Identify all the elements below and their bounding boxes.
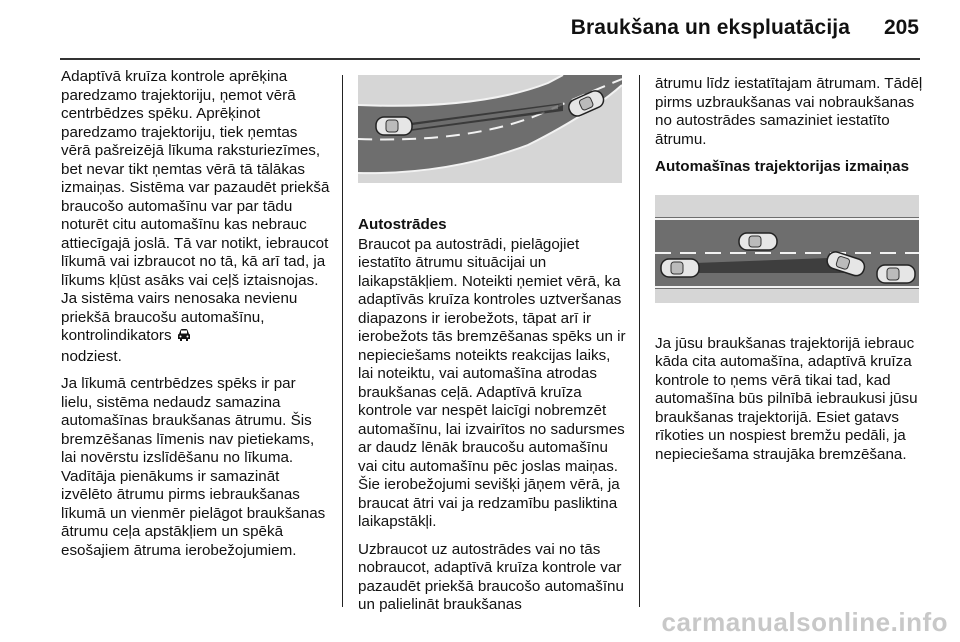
- col1-paragraph-1: [61, 68, 331, 366]
- column-2: [358, 75, 628, 624]
- column-3: [655, 75, 927, 473]
- col3-paragraph-2: Ja jūsu braukšanas trajektorijā iebrauc kāda cita automašīna, adaptīvā kruīza kontrole to ņems vērā tikai tad, kad automašīna būs pilnībā iebraukusi jūsu braukšanas trajektorijā. Esiet gatavs rīkoties un nospiest bremžu pedāli, ja nepieciešama straujāka bremzēšana.: [655, 334, 918, 463]
- section-title: Braukšana un ekspluatācija: [570, 16, 850, 39]
- column-divider-1: [342, 75, 343, 607]
- header-divider: [60, 58, 920, 60]
- column-divider-2: [639, 75, 640, 607]
- watermark: carmanualsonline.info: [661, 607, 948, 637]
- col2-heading: Autostrādes: [358, 216, 447, 233]
- curve-illustration: [358, 75, 622, 183]
- page-number: 205: [883, 16, 919, 39]
- col2-paragraph-1: Braucot pa autostrādi, pielāgojiet iestatīto ātrumu situācijai un laikapstākļiem. Noteikti ņemiet vērā, ka adaptīvās kruīza kontroles uztveršanas diapazons ir ierobežots, tāpat arī ir ierobežots tās bremzēšanas spēks un ir nepieciešams noteikts reakcijas laiks, lai noteiktu, vai automašīna atrodas braukšanas ceļā. Adaptīvā kruīza kontrole var nespēt laicīgi nobremzēt automašīnu, lai izvairītos no sadursmes ar daudz lēnāk braucošu automašīnu vai citu automašīnu pēc joslas maiņas. Šie ierobežojumi sevišķi jāņem vērā, ja braucat ātri vai ja redzamību pasliktina laikapstākļi.: [358, 235, 626, 530]
- vehicle-ahead-indicator-icon: [176, 328, 192, 348]
- col1-paragraph-1-text: Adaptīvā kruīza kontrole aprēķina paredzamo trajektoriju, ņemot vērā centrbēdzes spēku. Aprēķinot paredzamo trajektoriju, tiek ņemtas vērā pašreizējā līkuma raksturiezīmes, bet nevar tikt ņemtas vērā tā tālākas izmaiņas. Sistēma var pazaudēt priekšā braucošo automašīnu var par tādu noturēt citu automašīnu kas nebrauc attiecīgajā joslā. Tā var notikt, iebraucot līkumā vai izbraucot no tā, kā arī tad, ja līkums kļūst asāks vai ceļš iztaisnojas. Ja sistēma vairs nenosaka nevienu priekšā braucošu automašīnu, kontrolindikators: [61, 68, 330, 344]
- lane-change-illustration: [655, 195, 919, 303]
- col3-heading: Automašīnas trajektorijas izmaiņas: [655, 158, 910, 175]
- page-header: [0, 0, 960, 60]
- col1-paragraph-1-end: nodziest.: [61, 347, 122, 365]
- col1-paragraph-2: Ja līkumā centrbēdzes spēks ir par lielu, sistēma nedaudz samazina automašīnas braukšanas ātrumu. Šis bremzēšanas līmenis nav pietiekams, lai novērstu izslīdēšanu no līkuma. Vadītāja pienākums ir samazināt izvēlēto ātrumu pirms iebraukšanas līkumā un vienmēr pielāgot braukšanas ātrumu ceļa apstākļiem un spēkā esošajiem ātruma ierobežojumiem.: [61, 375, 326, 559]
- col2-paragraph-2: Uzbraucot uz autostrādes vai no tās nobraucot, adaptīvā kruīza kontrole var pazaudēt priekšā braucošo automašīnu un palielināt braukšanas: [358, 540, 624, 613]
- col3-paragraph-1: ātrumu līdz iestatītajam ātrumam. Tādēļ pirms uzbraukšanas vai nobraukšanas no autostrādes samaziniet iestatīto ātrumu.: [655, 75, 923, 148]
- column-1: [61, 68, 331, 569]
